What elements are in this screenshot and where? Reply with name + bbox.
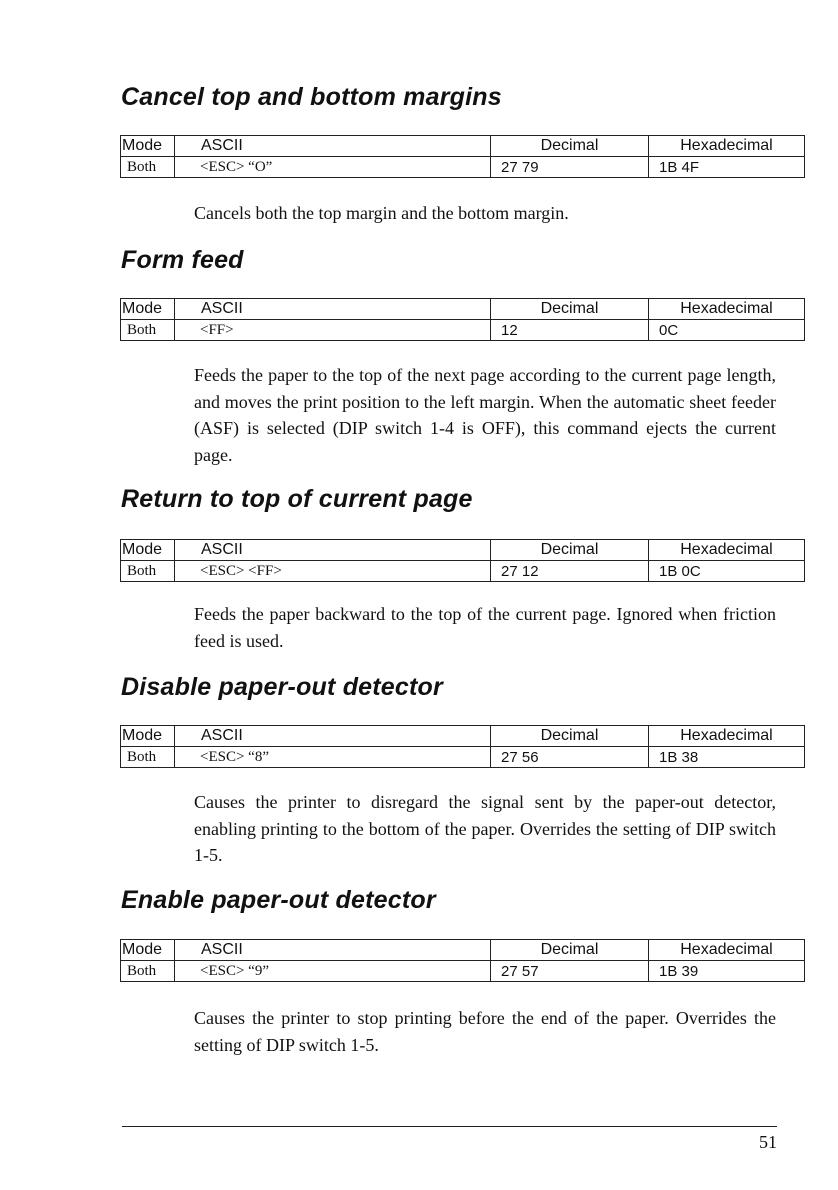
header-hex: Hexadecimal	[649, 940, 805, 961]
cell-mode: Both	[121, 320, 175, 341]
command-table	[120, 298, 805, 341]
section-title: Enable paper-out detector	[121, 886, 436, 914]
cell-mode: Both	[121, 157, 175, 178]
header-mode: Mode	[121, 726, 175, 747]
header-decimal: Decimal	[491, 299, 649, 320]
section-description: Feeds the paper backward to the top of the current page. Ignored when friction feed is used.	[194, 604, 776, 651]
header-mode: Mode	[121, 940, 175, 961]
section-description: Causes the printer to disregard the signal sent by the paper-out detector, enabling printing to the bottom of the paper. Overrides the setting of DIP switch 1-5.	[194, 792, 776, 865]
cell-decimal: 27 12	[491, 561, 649, 582]
command-table	[120, 539, 805, 582]
cell-mode: Both	[121, 561, 175, 582]
section-description: Causes the printer to stop printing before the end of the paper. Overrides the setting of DIP switch 1-5.	[194, 1008, 776, 1055]
cell-decimal: 27 79	[491, 157, 649, 178]
cell-decimal: 27 57	[491, 961, 649, 982]
header-mode: Mode	[121, 299, 175, 320]
section-description: Cancels both the top margin and the bottom margin.	[194, 203, 569, 223]
cell-hex: 1B 39	[649, 961, 805, 982]
footer-divider	[122, 1126, 777, 1127]
header-decimal: Decimal	[491, 540, 649, 561]
header-decimal: Decimal	[491, 136, 649, 157]
cell-hex: 1B 4F	[649, 157, 805, 178]
section-title: Disable paper-out detector	[121, 673, 443, 701]
section-title: Form feed	[121, 246, 244, 274]
section-description: Feeds the paper to the top of the next page according to the current page length, and moves the print position to the left margin. When the automatic sheet feeder (ASF) is selected (DIP switch 1-4 is OFF), this command ejects the current page.	[194, 365, 776, 465]
cell-ascii: <ESC> “O”	[175, 157, 491, 178]
header-ascii: ASCII	[175, 940, 491, 961]
cell-ascii: <ESC> “8”	[175, 747, 491, 768]
header-hex: Hexadecimal	[649, 726, 805, 747]
cell-hex: 0C	[649, 320, 805, 341]
cell-mode: Both	[121, 961, 175, 982]
cell-ascii: <ESC> <FF>	[175, 561, 491, 582]
header-decimal: Decimal	[491, 940, 649, 961]
header-hex: Hexadecimal	[649, 540, 805, 561]
cell-ascii: <FF>	[175, 320, 491, 341]
section-title: Cancel top and bottom margins	[121, 83, 502, 111]
cell-ascii: <ESC> “9”	[175, 961, 491, 982]
command-table	[120, 135, 805, 178]
command-table	[120, 939, 805, 982]
command-table	[120, 725, 805, 768]
page-number: 51	[759, 1132, 777, 1152]
header-ascii: ASCII	[175, 540, 491, 561]
header-mode: Mode	[121, 136, 175, 157]
header-ascii: ASCII	[175, 136, 491, 157]
header-hex: Hexadecimal	[649, 299, 805, 320]
cell-mode: Both	[121, 747, 175, 768]
section-title: Return to top of current page	[121, 485, 473, 513]
cell-hex: 1B 0C	[649, 561, 805, 582]
cell-decimal: 27 56	[491, 747, 649, 768]
cell-decimal: 12	[491, 320, 649, 341]
header-hex: Hexadecimal	[649, 136, 805, 157]
header-decimal: Decimal	[491, 726, 649, 747]
header-ascii: ASCII	[175, 726, 491, 747]
cell-hex: 1B 38	[649, 747, 805, 768]
header-ascii: ASCII	[175, 299, 491, 320]
header-mode: Mode	[121, 540, 175, 561]
